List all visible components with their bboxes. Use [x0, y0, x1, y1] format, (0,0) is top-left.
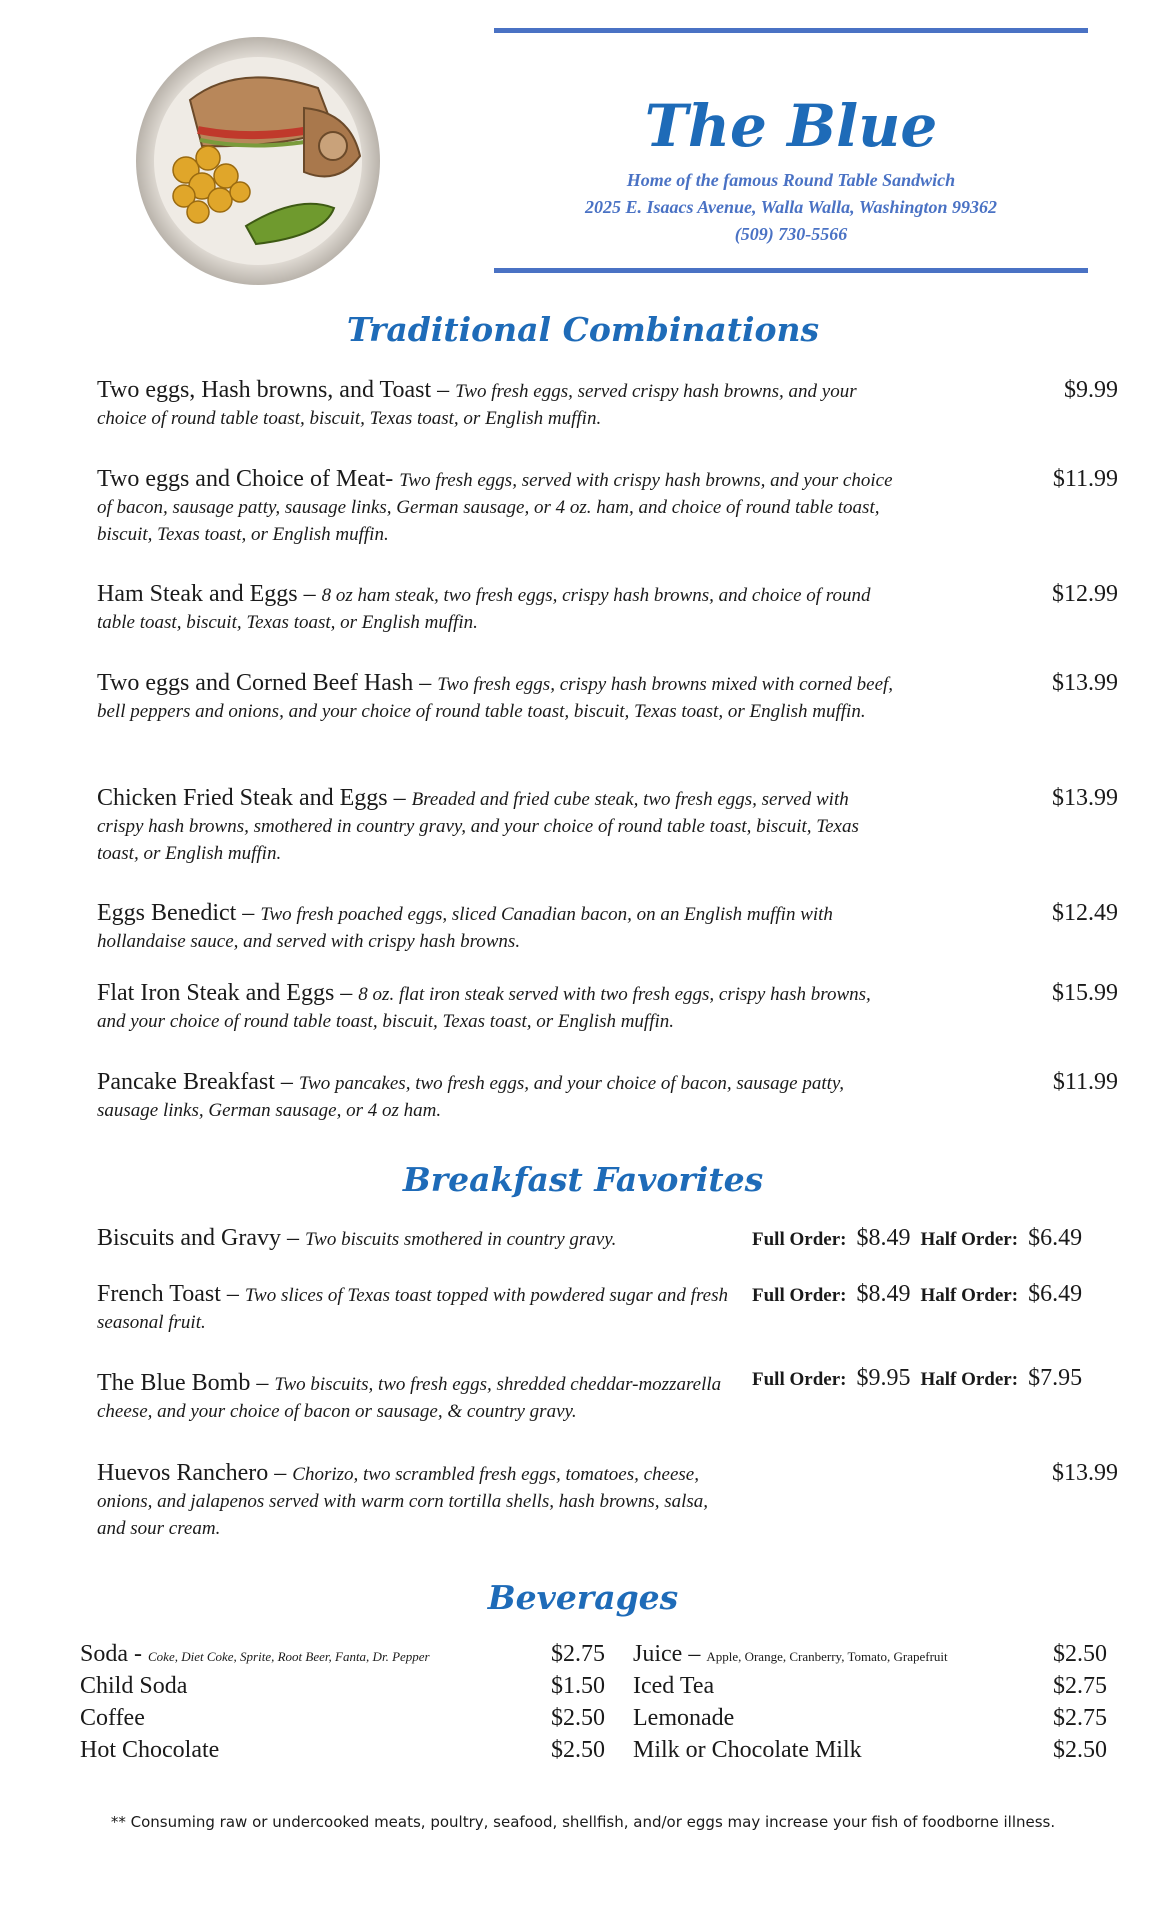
header-rule-bottom — [494, 268, 1088, 273]
beverage-note: Coke, Diet Coke, Sprite, Root Beer, Fanta, Dr. Pepper — [148, 1649, 430, 1664]
menu-item — [97, 1225, 747, 1253]
beverage-price: $2.75 — [1053, 1705, 1107, 1731]
beverage-item: Milk or Chocolate Milk — [633, 1737, 862, 1763]
menu-item-name: Biscuits and Gravy – — [97, 1225, 305, 1251]
menu-item-price: $11.99 — [1052, 1069, 1118, 1095]
menu-item-name: Flat Iron Steak and Eggs – — [97, 980, 359, 1006]
header-rule-top — [494, 28, 1088, 33]
full-order-label: Full Order: — [752, 1285, 847, 1306]
menu-item-name: Two eggs and Corned Beef Hash – — [97, 670, 438, 696]
beverage-item: Hot Chocolate — [80, 1737, 220, 1763]
full-order-price: $9.95 — [856, 1365, 911, 1391]
half-order-price: $6.49 — [1028, 1225, 1083, 1251]
menu-item — [97, 1460, 717, 1542]
full-order-price: $8.49 — [856, 1225, 911, 1251]
menu-item-name: French Toast – — [97, 1281, 245, 1307]
full-order-price: $8.49 — [856, 1281, 911, 1307]
menu-item — [97, 1370, 727, 1425]
menu-item-name: Chicken Fried Steak and Eggs – — [97, 785, 412, 811]
menu-item-price: $13.99 — [1052, 1460, 1118, 1486]
menu-item — [97, 670, 897, 725]
menu-item — [97, 1281, 737, 1336]
menu-item-name: Huevos Ranchero – — [97, 1460, 293, 1486]
section-title-favorites: Breakfast Favorites — [402, 1160, 764, 1199]
order-prices — [752, 1365, 1122, 1392]
restaurant-tagline: Home of the famous Round Table Sandwich — [626, 170, 956, 190]
section-title-beverages: Beverages — [487, 1578, 679, 1617]
beverage-item: Lemonade — [633, 1705, 735, 1731]
beverage-item: Iced Tea — [633, 1673, 715, 1699]
menu-item-name: Ham Steak and Eggs – — [97, 581, 322, 607]
beverage-item — [80, 1641, 430, 1668]
sandwich-plate-image — [128, 30, 388, 292]
menu-item-price: $13.99 — [1052, 670, 1118, 696]
restaurant-name: The Blue — [644, 92, 938, 160]
restaurant-address: 2025 E. Isaacs Avenue, Walla Walla, Washington 99362 — [584, 197, 998, 217]
menu-item-price: $15.99 — [1052, 980, 1118, 1006]
menu-item — [97, 466, 897, 548]
beverage-name: Juice – — [633, 1641, 707, 1667]
menu-item-name: Eggs Benedict – — [97, 900, 261, 926]
food-safety-disclaimer: ** Consuming raw or undercooked meats, poultry, seafood, shellfish, and/or eggs may increase your fish of foodborne illness. — [110, 1813, 1056, 1831]
menu-item-description: Two fresh poached eggs, sliced Canadian bacon, on an English muffin with hollandaise sauce, and served with crispy hash browns. — [97, 904, 833, 952]
half-order-label: Half Order: — [920, 1285, 1019, 1306]
beverage-price: $2.50 — [551, 1705, 605, 1731]
menu-item-name: Pancake Breakfast – — [97, 1069, 299, 1095]
menu-item-description: Two fresh eggs, crispy hash browns mixed with corned beef, bell peppers and onions, and your choice of round table toast, biscuit, Texas toast, or English muffin. — [97, 674, 894, 722]
menu-item-price: $12.99 — [1052, 581, 1118, 607]
menu-item-description: Two slices of Texas toast topped with powdered sugar and fresh seasonal fruit. — [97, 1285, 728, 1333]
restaurant-phone: (509) 730-5566 — [734, 224, 848, 244]
menu-item-name: Two eggs and Choice of Meat- — [97, 466, 400, 492]
menu-item-price: $12.49 — [1052, 900, 1118, 926]
menu-item-name: The Blue Bomb – — [97, 1370, 275, 1396]
beverage-price: $2.50 — [551, 1737, 605, 1763]
menu-item-name: Two eggs, Hash browns, and Toast – — [97, 377, 456, 403]
half-order-label: Half Order: — [920, 1229, 1019, 1250]
beverage-item: Child Soda — [80, 1673, 188, 1699]
order-prices — [752, 1225, 1122, 1252]
menu-item-description: Chorizo, two scrambled fresh eggs, tomatoes, cheese, onions, and jalapenos served with warm corn tortilla shells, hash browns, salsa, and sour cream. — [97, 1464, 709, 1539]
full-order-label: Full Order: — [752, 1229, 847, 1250]
menu-item-description: Breaded and fried cube steak, two fresh eggs, served with crispy hash browns, smothered in country gravy, and your choice of round table toast, biscuit, Texas toast, or English muffin. — [97, 789, 859, 864]
menu-item — [97, 1069, 897, 1124]
menu-item-price: $13.99 — [1052, 785, 1118, 811]
half-order-label: Half Order: — [920, 1369, 1019, 1390]
menu-item — [97, 785, 897, 867]
beverage-price: $2.75 — [551, 1641, 605, 1667]
menu-item-price: $9.99 — [1064, 377, 1118, 403]
menu-item-description: Two fresh eggs, served with crispy hash browns, and your choice of bacon, sausage patty, sausage links, German sausage, or 4 oz. ham, and choice of round table toast, biscuit, Texas toast, or English muffin. — [97, 470, 893, 545]
menu-item-description: 8 oz ham steak, two fresh eggs, crispy hash browns, and choice of round table toast, biscuit, Texas toast, or English muffin. — [97, 585, 871, 633]
beverage-price: $2.50 — [1053, 1737, 1107, 1763]
menu-item-description: Two fresh eggs, served crispy hash browns, and your choice of round table toast, biscuit, Texas toast, or English muffin. — [97, 381, 857, 429]
section-title-traditional: Traditional Combinations — [346, 310, 820, 349]
order-prices — [752, 1281, 1122, 1308]
beverage-name: Soda - — [80, 1641, 148, 1667]
menu-item — [97, 581, 897, 636]
beverage-price: $2.75 — [1053, 1673, 1107, 1699]
menu-item — [97, 980, 897, 1035]
half-order-price: $6.49 — [1028, 1281, 1083, 1307]
beverage-item: Coffee — [80, 1705, 145, 1731]
menu-item-description: Two biscuits, two fresh eggs, shredded cheddar-mozzarella cheese, and your choice of bacon or sausage, & country gravy. — [97, 1374, 722, 1422]
beverage-price: $2.50 — [1053, 1641, 1107, 1667]
full-order-label: Full Order: — [752, 1369, 847, 1390]
beverage-note: Apple, Orange, Cranberry, Tomato, Grapefruit — [706, 1649, 948, 1664]
beverage-item — [633, 1641, 948, 1668]
menu-item-description: Two biscuits smothered in country gravy. — [304, 1229, 617, 1250]
menu-item-description: Two pancakes, two fresh eggs, and your choice of bacon, sausage patty, sausage links, German sausage, or 4 oz ham. — [97, 1073, 845, 1121]
menu-item-price: $11.99 — [1052, 466, 1118, 492]
menu-item-description: 8 oz. flat iron steak served with two fresh eggs, crispy hash browns, and your choice of round table toast, biscuit, Texas toast, or English muffin. — [97, 984, 871, 1032]
menu-item — [97, 900, 897, 955]
half-order-price: $7.95 — [1028, 1365, 1083, 1391]
menu-item — [97, 377, 897, 432]
beverage-price: $1.50 — [551, 1673, 605, 1699]
